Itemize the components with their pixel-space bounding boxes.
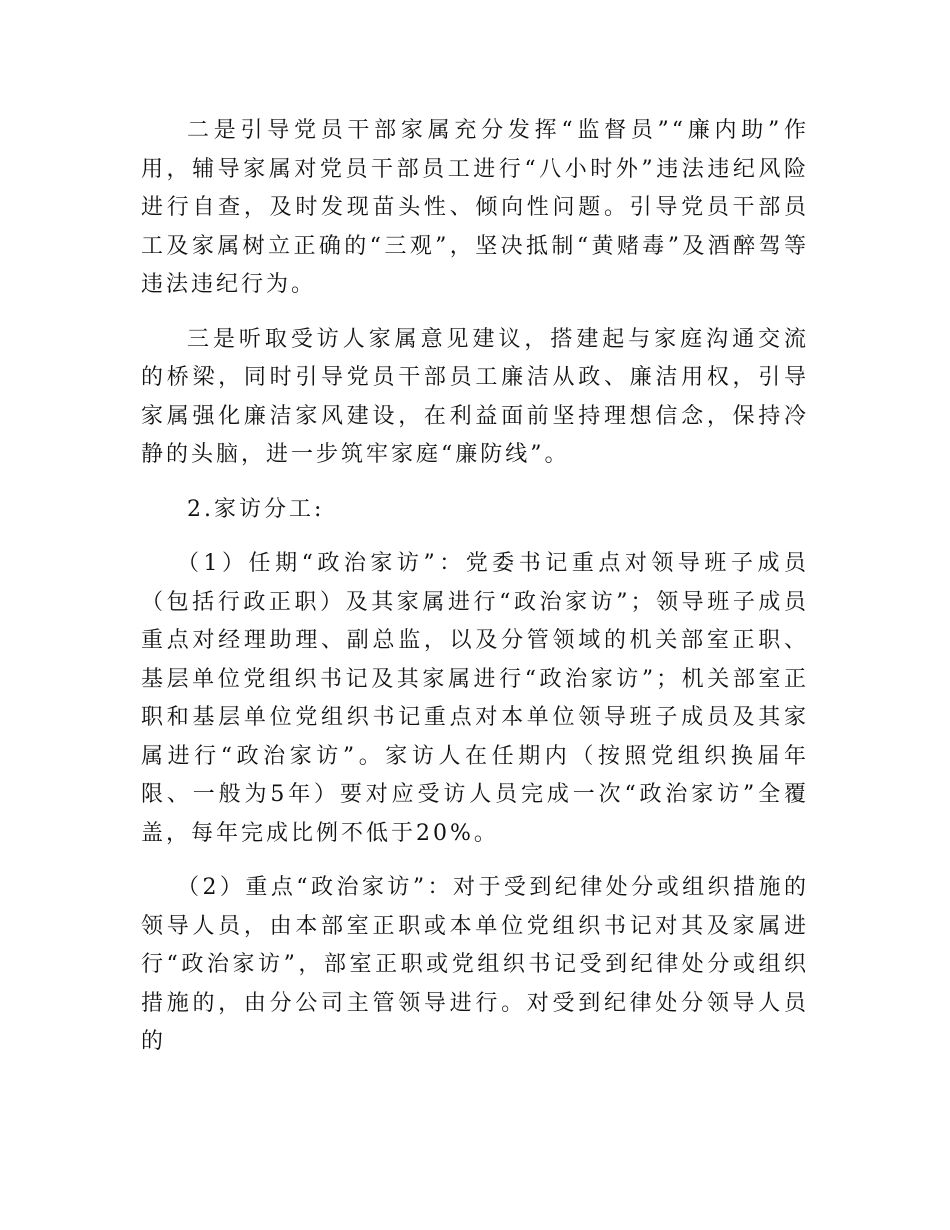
paragraph-family-opinions: 三是听取受访人家属意见建议，搭建起与家庭沟通交流的桥梁，同时引导党员干部员工廉洁从政、廉洁用权，引导家属强化廉洁家风建设，在利益面前坚持理想信念，保持冷静的头脑，进一步筑牢家庭“廉防线”。 xyxy=(141,326,809,467)
document-page xyxy=(141,112,809,1078)
section-heading-division: 2.家访分工: xyxy=(187,496,325,522)
paragraph-key-visit: （2）重点“政治家访”：对于受到纪律处分或组织措施的领导人员，由本部室正职或本单位党组织书记对其及家属进行“政治家访”，部室正职或党组织书记受到纪律处分或组织措施的，由分公司主管领导进行。对受到纪律处分领导人员的 xyxy=(141,875,809,1054)
paragraph-supervisor-role: 二是引导党员干部家属充分发挥“监督员”“廉内助”作用，辅导家属对党员干部员工进行“八小时外”违法违纪风险进行自查，及时发现苗头性、倾向性问题。引导党员干部员工及家属树立正确的“三观”，坚决抵制“黄赌毒”及酒醉驾等违法违纪行为。 xyxy=(141,118,809,297)
paragraph-term-visit: （1）任期“政治家访”：党委书记重点对领导班子成员（包括行政正职）及其家属进行“政治家访”；领导班子成员重点对经理助理、副总监，以及分管领域的机关部室正职、基层单位党组织书记及其家属进行“政治家访”；机关部室正职和基层单位党组织书记重点对本单位领导班子成员及其家属进行“政治家访”。家访人在任期内（按照党组织换届年限、一般为5年）要对应受访人员完成一次“政治家访”全覆盖，每年完成比例不低于20%。 xyxy=(141,551,809,846)
